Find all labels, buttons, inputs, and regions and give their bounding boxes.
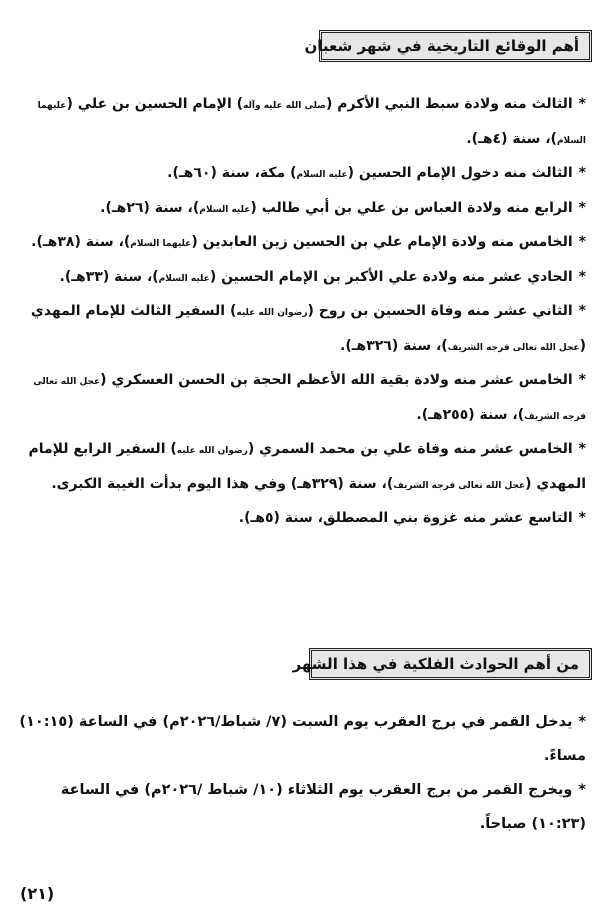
item-text: الخامس منه ولادة الإمام علي بن الحسين زين العابدين ( <box>191 234 573 250</box>
list-item <box>14 364 586 433</box>
item-text: الخامس عشر منه وفاة علي بن محمد السمري ( <box>247 441 573 457</box>
list-item <box>14 88 586 157</box>
item-text: ) السفير الرابع للإمام المهدي ( <box>28 441 586 492</box>
honorific-text: عليهما السلام <box>37 101 586 146</box>
item-text: )، سنة (٤هـ). <box>466 130 557 147</box>
bullet-star: * <box>578 714 586 730</box>
list-item <box>14 705 586 773</box>
section-heading-historical-events: أهم الوقائع التاريخية في شهر شعبان <box>319 30 592 62</box>
honorific-text: عليه السلام <box>296 170 348 180</box>
item-text: )، سنة (٢٥٥هـ). <box>416 406 525 423</box>
honorific-text: رضوان الله عليه <box>176 446 248 456</box>
list-item <box>14 226 586 261</box>
bullet-star: * <box>578 234 586 250</box>
item-text: التاسع عشر منه غزوة بني المصطلق، سنة (٥هـ). <box>238 510 573 526</box>
item-text: الحادي عشر منه ولادة علي الأكبر بن الإمام الحسين ( <box>209 268 573 285</box>
page-number: (٢١) <box>20 884 55 903</box>
item-text: )، سنة (٢٦هـ). <box>100 199 200 216</box>
bullet-star: * <box>578 510 586 526</box>
honorific-text: صلى الله عليه وآله <box>243 101 327 111</box>
list-item <box>14 433 586 502</box>
item-text: )، سنة (٣٢٩هـ) وفي هذا اليوم بدأت الغيبة الكبرى. <box>51 475 394 492</box>
bullet-star: * <box>578 303 586 319</box>
item-text: الخامس عشر منه ولادة بقية الله الأعظم الحجة بن الحسن العسكري ( <box>100 372 573 388</box>
item-text: الرابع منه ولادة العباس بن علي بن أبي طالب ( <box>250 199 573 216</box>
section-heading-astronomical-events: من أهم الحوادث الفلكية في هذا الشهر <box>309 648 592 680</box>
item-text: )، سنة (٣٨هـ). <box>31 234 131 250</box>
item-text: الثالث منه دخول الإمام الحسين ( <box>347 165 573 181</box>
honorific-text: عليهما السلام <box>130 239 192 249</box>
list-item <box>14 192 586 227</box>
item-text: ) الإمام الحسين بن علي ( <box>66 96 244 112</box>
list-item <box>14 157 586 192</box>
item-text: يدخل القمر في برج العقرب يوم السبت (٧/ شباط/٢٠٢٦م) في الساعة (١٠:١٥) مساءً. <box>19 714 586 764</box>
astronomical-events-list <box>14 705 586 841</box>
item-text: ) السفير الثالث للإمام المهدي ( <box>30 303 586 354</box>
item-text: )، سنة (٣٢٦هـ). <box>340 337 448 354</box>
honorific-text: رضوان الله عليه <box>236 308 308 318</box>
bullet-star: * <box>578 372 586 388</box>
bullet-star: * <box>578 199 586 216</box>
bullet-star: * <box>578 782 586 798</box>
list-item <box>14 773 586 841</box>
bullet-star: * <box>578 441 586 457</box>
item-text: ) مكة، سنة (٦٠هـ). <box>167 165 297 181</box>
honorific-text: عجل الله تعالى فرجه الشريف <box>393 480 526 491</box>
item-text: الثالث منه ولادة سبط النبي الأكرم ( <box>326 96 573 112</box>
list-item <box>14 295 586 364</box>
honorific-text: عليه السلام <box>158 273 210 284</box>
item-text: ويخرج القمر من برج العقرب يوم الثلاثاء (١٠/ شباط /٢٠٢٦م) في الساعة (١٠:٢٣) صباحاً. <box>60 782 586 832</box>
honorific-text: عجل الله تعالى فرجه الشريف <box>447 342 580 353</box>
bullet-star: * <box>578 96 586 112</box>
bullet-star: * <box>578 268 586 285</box>
honorific-text: عجل الله تعالى فرجه الشريف <box>33 377 586 422</box>
item-text: )، سنة (٣٣هـ). <box>59 268 159 285</box>
list-item <box>14 502 586 535</box>
bullet-star: * <box>578 165 586 181</box>
honorific-text: عليه السلام <box>199 204 251 215</box>
item-text: الثاني عشر منه وفاة الحسين بن روح ( <box>307 303 573 319</box>
historical-events-list <box>14 88 586 535</box>
list-item <box>14 261 586 296</box>
